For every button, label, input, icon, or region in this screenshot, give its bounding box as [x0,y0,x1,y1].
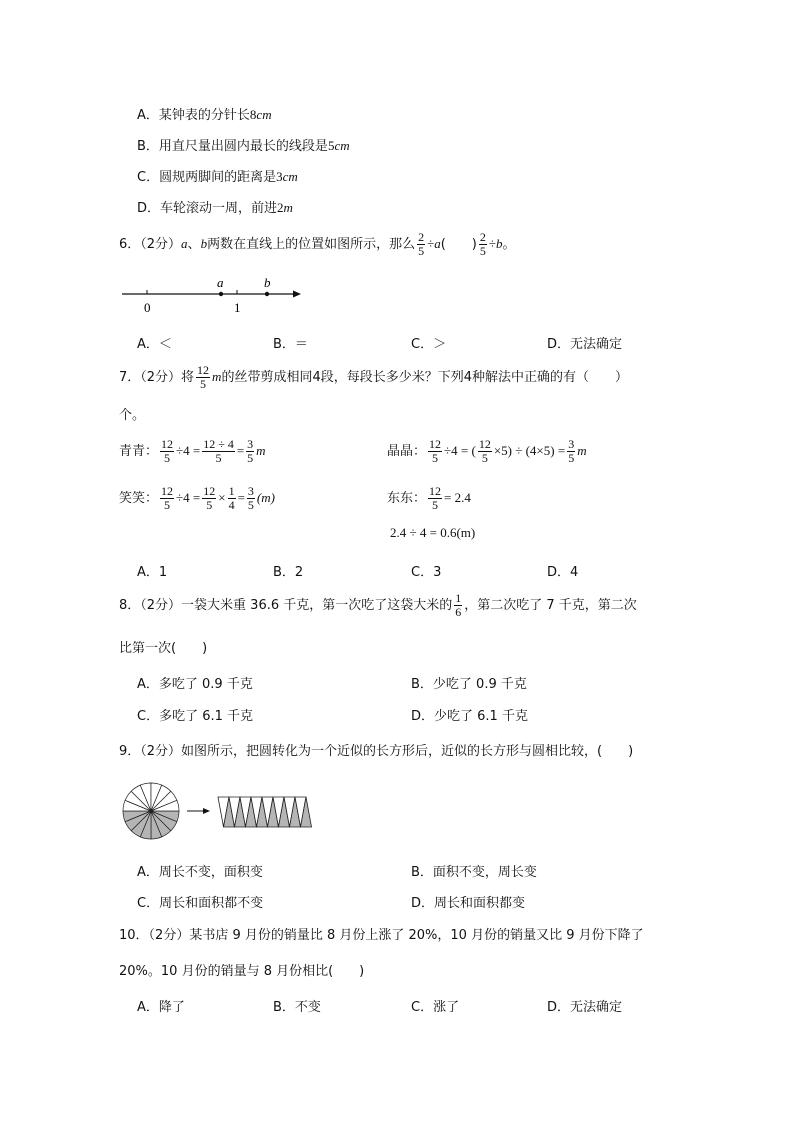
unit: m [256,443,266,458]
q8-option-a[interactable]: A．多吃了 0.9 千克 [137,677,253,692]
divided-circle [123,783,179,839]
times-sign: × [218,490,226,505]
method-qingqing [119,435,266,467]
student-name: 东东： [387,491,427,506]
denominator: 5 [247,451,254,465]
var-a: a [434,236,441,251]
denominator: 5 [247,498,254,512]
numerator: 1 [228,484,235,498]
q9-option-c[interactable]: C．周长和面积都不变 [137,896,264,911]
fraction [417,231,425,258]
denominator: 5 [164,498,171,512]
var-b: b [496,236,503,251]
unit: (m) [256,490,275,505]
divide-sign: ÷ [427,236,435,251]
fraction [196,364,210,391]
q5-option-a[interactable] [137,104,272,123]
denominator: 5 [418,244,425,258]
question-text: 的丝带剪成相同4段，每段长多少米？下列4种解法中正确的有（ ） [221,370,628,385]
option-text: 车轮滚动一周，前进 [160,201,278,216]
unit: m [577,443,587,458]
arrow-head-icon [293,291,301,298]
option-number: 5 [327,138,335,153]
option-text: 某钟表的分针长 [158,108,250,123]
q10-option-a[interactable]: A．降了 [137,1000,185,1015]
numerator: 12 [161,437,174,451]
expression: = 2.4 [444,490,471,505]
fraction [479,231,487,258]
answer-blank[interactable]: ( ) [440,237,477,252]
q8-option-c[interactable]: C．多吃了 6.1 千克 [137,709,254,724]
label-b: b [264,275,271,290]
fraction [228,485,236,512]
denominator: 5 [432,451,439,465]
fraction [246,438,254,465]
fraction [202,485,216,512]
equals: = [237,490,245,505]
denominator: 5 [215,451,222,465]
numerator: 12 [478,437,491,451]
q6-option-b[interactable]: B．＝ [273,337,308,352]
unit: m [212,369,222,384]
denominator: 5 [206,498,213,512]
numerator: 2 [418,230,425,244]
numerator: 12 ÷ 4 [203,437,234,451]
denominator: 4 [228,498,235,512]
option-unit: cm [282,169,298,184]
fraction [428,438,442,465]
q9-stem: 9．（2分）如图所示，把圆转化为一个近似的长方形后，近似的长方形与圆相比较，( ) [119,744,634,759]
q8-stem-line2: 比第一次( ) [119,641,208,656]
method-xiaoxiao [119,482,275,514]
numerator: 3 [247,437,254,451]
option-letter: A． [137,108,159,123]
q10-option-c[interactable]: C．涨了 [411,1000,460,1015]
separator: 、 [187,237,201,252]
q7-stem-line2: 个。 [119,408,146,423]
sentence-end: 。 [502,237,516,252]
option-text: 用直尺量出圆内最长的线段是 [158,139,328,154]
student-name: 笑笑： [119,491,159,506]
denominator: 6 [455,605,462,619]
numerator: 3 [568,437,575,451]
q5-option-b[interactable] [137,135,350,154]
option-letter: C． [137,170,160,185]
divide-sign: ÷ [488,236,497,251]
expression: ÷4 = [176,443,201,458]
option-number: 2 [277,200,284,215]
number-line-figure [118,272,308,320]
q8-option-b[interactable]: B．少吃了 0.9 千克 [411,677,527,692]
option-unit: cm [256,107,272,122]
expression: ×5) ÷ (4×5) = [493,443,566,458]
method-dongdong [387,482,471,514]
numerator: 12 [429,437,442,451]
approx-rectangle [218,797,312,827]
q7-option-a[interactable]: A．1 [137,565,168,580]
arrow-icon [203,808,210,814]
var-b: b [200,236,208,251]
fraction [567,438,575,465]
option-text: 圆规两脚间的距离是 [159,170,277,185]
question-label: 6．（2分） [119,237,182,252]
q9-option-a[interactable]: A．周长不变，面积变 [137,865,263,880]
option-letter: B． [137,139,159,154]
q6-stem [119,229,516,259]
numerator: 3 [247,484,254,498]
fraction [247,485,255,512]
q5-option-c[interactable] [137,166,298,185]
option-unit: m [283,200,293,215]
q6-option-c[interactable]: C．＞ [411,337,447,352]
q6-option-a[interactable]: A．＜ [137,337,172,352]
numerator: 12 [197,363,210,377]
q8-stem [119,589,637,623]
fraction [160,438,174,465]
q10-option-b[interactable]: B．不变 [273,1000,321,1015]
question-text: ，第二次吃了 7 千克，第二次 [464,598,637,613]
denominator: 5 [481,451,488,465]
denominator: 5 [200,377,207,391]
q5-option-d[interactable] [137,197,293,216]
q9-option-d[interactable]: D．周长和面积都变 [411,896,526,911]
numerator: 1 [455,591,462,605]
q8-option-d[interactable]: D．少吃了 6.1 千克 [411,709,528,724]
q7-option-c[interactable]: C．3 [411,565,442,580]
q6-option-d[interactable]: D．无法确定 [547,337,623,352]
denominator: 5 [432,498,439,512]
var-a: a [181,236,188,251]
denominator: 5 [568,451,575,465]
label-one: 1 [234,300,241,315]
fraction [478,438,492,465]
question-text: 两数在直线上的位置如图所示，那么 [207,237,416,252]
denominator: 5 [479,244,486,258]
fraction [160,485,174,512]
q10-stem-line1: 10．（2分）某书店 9 月份的销量比 8 月份上涨了 20%，10 月份的销量又比 9 月份下降了 [119,928,644,943]
circle-to-rectangle-figure [120,780,325,846]
option-letter: D． [137,201,161,216]
student-name: 晶晶： [387,444,427,459]
q7-option-b[interactable]: B．2 [273,565,304,580]
label-zero: 0 [144,300,151,315]
numerator: 2 [479,230,486,244]
numerator: 12 [161,484,174,498]
q10-stem-line2: 20%。10 月份的销量与 8 月份相比( ) [119,964,365,979]
fraction [428,485,442,512]
q9-option-b[interactable]: B．面积不变，周长变 [411,865,537,880]
point-b [265,292,269,296]
q10-option-d[interactable]: D．无法确定 [547,1000,623,1015]
denominator: 5 [164,451,171,465]
q7-stem [119,361,628,393]
student-name: 青青： [119,444,159,459]
equals: = [236,443,245,458]
question-text: 8．（2分）一袋大米重 36.6 千克，第一次吃了这袋大米的 [119,598,453,613]
q7-option-d[interactable]: D．4 [547,565,579,580]
numerator: 12 [203,484,216,498]
method-jingjing [387,435,587,467]
numerator: 12 [429,484,442,498]
question-label: 7．（2分）将 [119,370,195,385]
option-number: 8 [249,107,257,122]
fraction [454,592,462,619]
method-dongdong-line2: 2.4 ÷ 4 = 0.6(m) [390,525,476,540]
label-a: a [217,275,224,290]
option-unit: cm [334,138,350,153]
option-number: 3 [276,169,283,184]
expression: ÷4 = ( [444,443,476,458]
fraction [202,438,235,465]
point-a [219,292,223,296]
expression: ÷4 = [176,490,201,505]
